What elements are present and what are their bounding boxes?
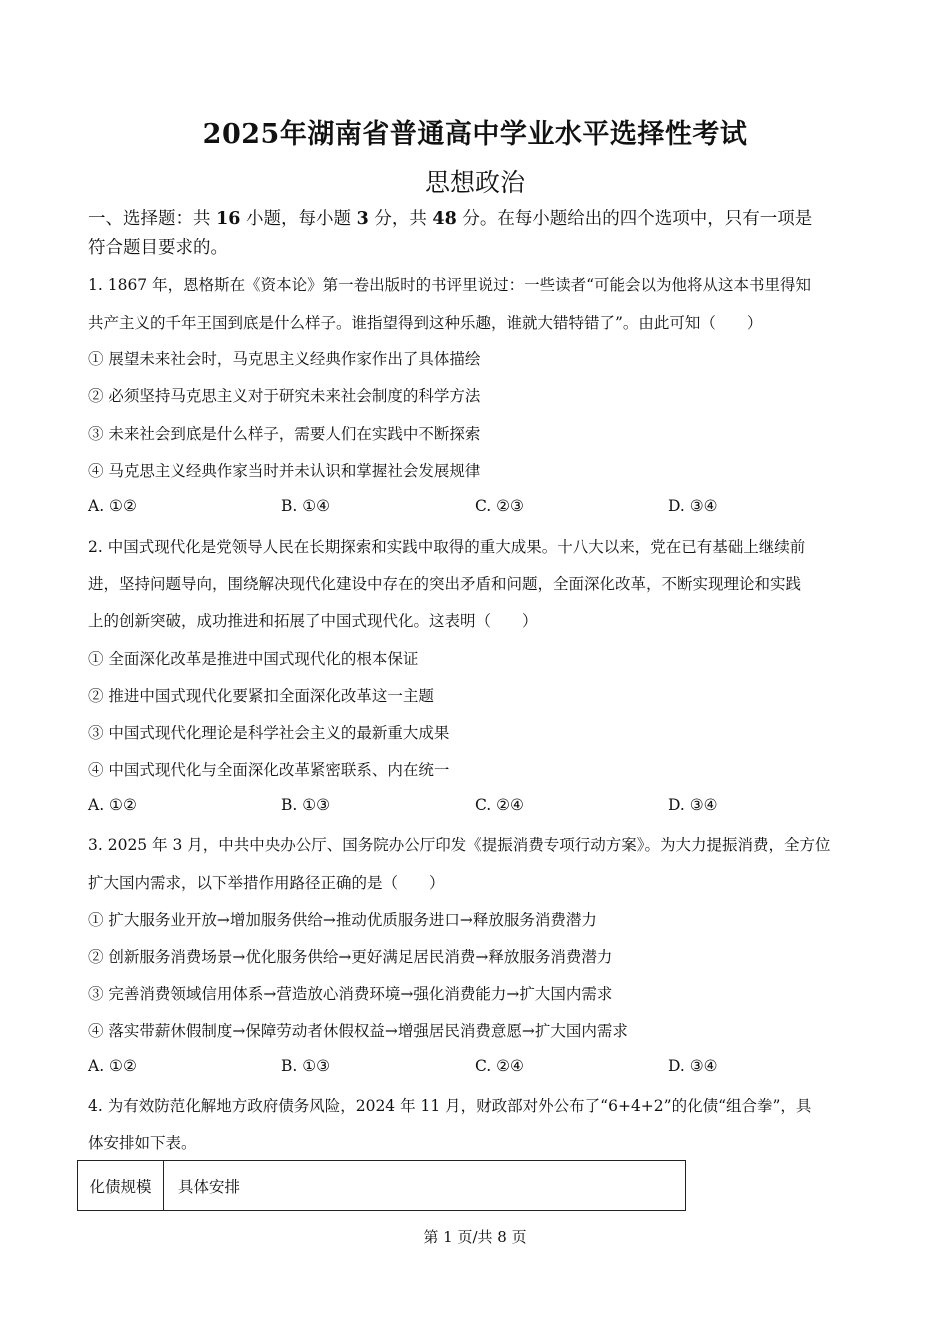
table-header-scale: 化债规模: [78, 1161, 164, 1210]
question-count: 16: [216, 209, 241, 229]
q2-statement-4: ④ 中国式现代化与全面深化改革紧密联系、内在统一: [88, 761, 450, 779]
q2-stem-line-1: 2. 中国式现代化是党领导人民在长期探索和实践中取得的重大成果。十八大以来，党在已有基础上继续前: [88, 538, 806, 556]
exam-title: 2025年湖南省普通高中学业水平选择性考试: [202, 119, 748, 150]
section-prefix: 一、选择题：共: [88, 209, 217, 229]
q1-option-d[interactable]: D. ③④: [668, 497, 718, 515]
section-suffix: 分。在每小题给出的四个选项中，只有一项是: [456, 209, 813, 229]
points-per-question: 3: [356, 209, 369, 229]
section-mid1: 小题，每小题: [240, 209, 357, 229]
q2-statement-1: ① 全面深化改革是推进中国式现代化的根本保证: [88, 650, 419, 668]
q1-stem-line-2: 共产主义的千年王国到底是什么样子。谁指望得到这种乐趣，谁就大错特错了”。由此可知（ ）: [88, 314, 763, 332]
debt-resolution-table: [77, 1160, 686, 1211]
q1-option-a[interactable]: A. ①②: [88, 497, 137, 515]
q3-statement-2: ② 创新服务消费场景→优化服务供给→更好满足居民消费→释放服务消费潜力: [88, 948, 613, 966]
section-line2: 符合题目要求的。: [88, 238, 228, 258]
q1-statement-2: ② 必须坚持马克思主义对于研究未来社会制度的科学方法: [88, 387, 481, 405]
section-instructions: [88, 205, 878, 263]
q2-option-b[interactable]: B. ①③: [281, 796, 331, 814]
q4-stem-line-1: 4. 为有效防范化解地方政府债务风险，2024 年 11 月，财政部对外公布了“6+4+2”的化债“组合拳”，具: [88, 1097, 812, 1115]
q3-statement-4: ④ 落实带薪休假制度→保障劳动者休假权益→增强居民消费意愿→扩大国内需求: [88, 1022, 628, 1040]
q2-stem-line-2: 进，坚持问题导向，围绕解决现代化建设中存在的突出矛盾和问题，全面深化改革，不断实现理论和实践: [88, 575, 802, 593]
q2-option-a[interactable]: A. ①②: [88, 796, 137, 814]
q2-stem-line-3: 上的创新突破，成功推进和拓展了中国式现代化。这表明（ ）: [88, 612, 538, 630]
q2-option-d[interactable]: D. ③④: [668, 796, 718, 814]
table-header-arrangement: 具体安排: [178, 1177, 241, 1196]
q2-statement-3: ③ 中国式现代化理论是科学社会主义的最新重大成果: [88, 724, 450, 742]
q4-stem-line-2: 体安排如下表。: [88, 1134, 197, 1152]
q1-statement-4: ④ 马克思主义经典作家当时并未认识和掌握社会发展规律: [88, 462, 481, 480]
q1-stem-line-1: 1. 1867 年，恩格斯在《资本论》第一卷出版时的书评里说过：一些读者“可能会以为他将从这本书里得知: [88, 276, 812, 294]
q3-stem-line-2: 扩大国内需求，以下举措作用路径正确的是（ ）: [88, 874, 445, 892]
q2-option-c[interactable]: C. ②④: [475, 796, 524, 814]
subject-title: 思想政治: [424, 168, 525, 197]
q3-option-c[interactable]: C. ②④: [475, 1057, 524, 1075]
total-points: 48: [432, 209, 457, 229]
q1-statement-3: ③ 未来社会到底是什么样子，需要人们在实践中不断探索: [88, 425, 481, 443]
q3-option-a[interactable]: A. ①②: [88, 1057, 137, 1075]
q2-statement-2: ② 推进中国式现代化要紧扣全面深化改革这一主题: [88, 687, 434, 705]
q3-option-d[interactable]: D. ③④: [668, 1057, 718, 1075]
q3-stem-line-1: 3. 2025 年 3 月，中共中央办公厅、国务院办公厅印发《提振消费专项行动方案》。为大力提振消费，全方位: [88, 836, 831, 854]
q3-statement-3: ③ 完善消费领域信用体系→营造放心消费环境→强化消费能力→扩大国内需求: [88, 985, 613, 1003]
q3-statement-1: ① 扩大服务业开放→增加服务供给→推动优质服务进口→释放服务消费潜力: [88, 911, 597, 929]
q3-option-b[interactable]: B. ①③: [281, 1057, 331, 1075]
q1-option-b[interactable]: B. ①④: [281, 497, 331, 515]
page-number: 第 1 页/共 8 页: [423, 1228, 527, 1246]
section-mid2: 分，共: [368, 209, 433, 229]
q1-option-c[interactable]: C. ②③: [475, 497, 524, 515]
q1-statement-1: ① 展望未来社会时，马克思主义经典作家作出了具体描绘: [88, 350, 481, 368]
